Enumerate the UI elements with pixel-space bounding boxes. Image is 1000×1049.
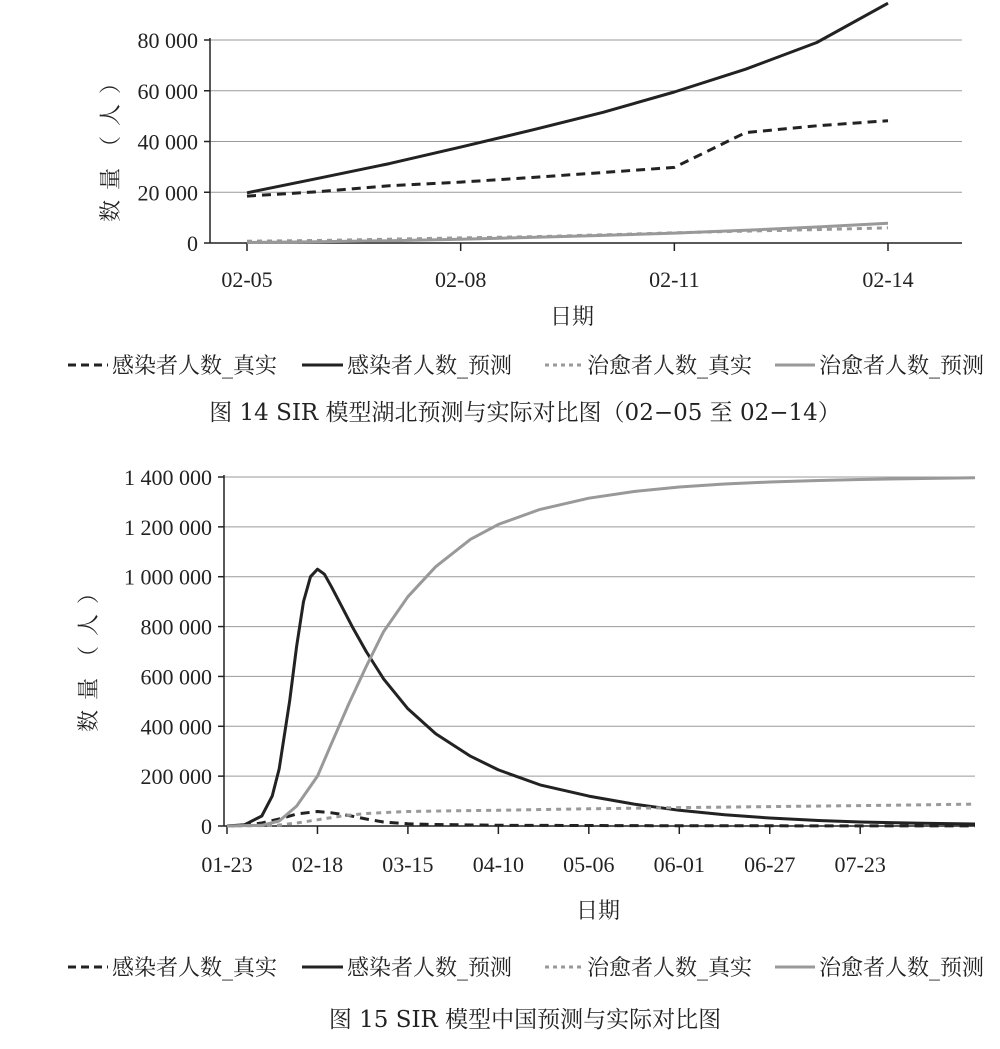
chart-1 [68, 3, 984, 426]
y-tick-label: 200 000 [140, 764, 212, 790]
legend-label-3: 治愈者人数_真实 [587, 956, 753, 981]
y-tick-label: 600 000 [140, 664, 212, 690]
x-tick-label: 01-23 [201, 852, 253, 877]
y-tick-label: 1 400 000 [124, 465, 212, 490]
y-tick-label: 800 000 [140, 614, 212, 640]
x-tick-label: 07-23 [834, 852, 886, 877]
y-tick-label: 400 000 [140, 714, 212, 740]
series-line-2 [227, 569, 975, 826]
legend-label-2: 感染者人数_预测 [347, 354, 513, 379]
figure-caption: 图 14 SIR 模型湖北预测与实际对比图（02−05 至 02−14） [209, 400, 841, 426]
y-tick-label: 20 000 [137, 180, 198, 206]
legend-label-4: 治愈者人数_预测 [819, 354, 985, 379]
x-axis-title: 日期 [549, 305, 595, 330]
x-axis-title: 日期 [575, 899, 621, 924]
x-tick-label: 02-11 [649, 267, 700, 292]
series-line-1 [227, 812, 975, 826]
figure-caption: 图 15 SIR 模型中国预测与实际对比图 [328, 1007, 722, 1033]
y-tick-label: 60 000 [137, 78, 198, 104]
x-tick-label: 06-01 [653, 852, 705, 877]
y-tick-label: 1 200 000 [124, 514, 212, 540]
chart-2 [68, 465, 984, 1033]
x-tick-label: 02-05 [221, 267, 273, 292]
series-line-4 [247, 223, 888, 242]
legend-label-1: 感染者人数_真实 [112, 354, 278, 379]
y-tick-label: 40 000 [137, 129, 198, 155]
x-tick-label: 06-27 [744, 852, 796, 877]
x-tick-label: 02-14 [862, 267, 914, 292]
y-axis-title: 数量（人） [99, 61, 124, 223]
series-line-4 [227, 478, 975, 826]
y-tick-label: 80 000 [137, 28, 198, 53]
series-line-1 [247, 121, 888, 196]
y-tick-label: 0 [201, 814, 212, 839]
x-tick-label: 05-06 [563, 852, 615, 877]
legend-label-4: 治愈者人数_预测 [819, 956, 985, 981]
legend-label-2: 感染者人数_预测 [347, 956, 513, 981]
x-tick-label: 04-10 [472, 852, 525, 877]
x-tick-label: 02-08 [435, 267, 487, 292]
y-tick-label: 0 [187, 231, 198, 256]
legend-label-3: 治愈者人数_真实 [587, 354, 753, 379]
series-line-2 [247, 3, 888, 193]
y-tick-label: 1 000 000 [124, 564, 212, 590]
y-axis-title: 数量（人） [77, 571, 102, 733]
legend-label-1: 感染者人数_真实 [112, 956, 278, 981]
series-line-3 [247, 228, 888, 241]
x-tick-label: 03-15 [382, 852, 434, 877]
x-tick-label: 02-18 [291, 852, 344, 877]
